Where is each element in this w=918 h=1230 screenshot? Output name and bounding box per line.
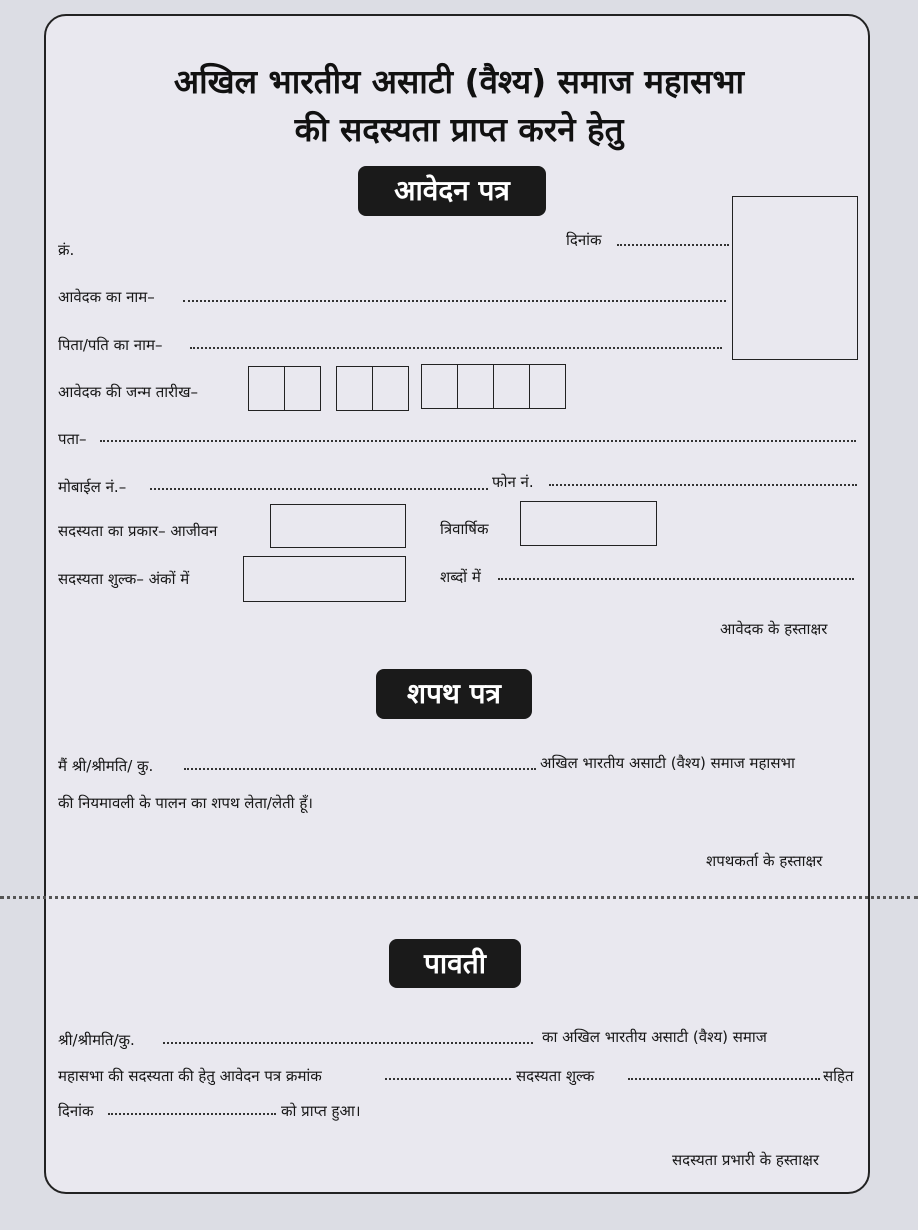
oath-line1-suffix: अखिल भारतीय असाटी (वैश्य) समाज महासभा: [540, 754, 795, 772]
triennial-membership-box[interactable]: [520, 501, 657, 546]
membership-type-label: सदस्यता का प्रकार– आजीवन: [58, 522, 218, 540]
applicant-name-label: आवेदक का नाम–: [58, 288, 155, 306]
date-label: दिनांक: [566, 231, 602, 249]
mobile-field[interactable]: [150, 488, 488, 490]
form-title-line-2: की सदस्यता प्राप्त करने हेतु: [294, 110, 624, 149]
fee-words-field[interactable]: [498, 578, 854, 580]
date-field[interactable]: [617, 244, 729, 246]
receipt-fee-field[interactable]: [628, 1078, 820, 1080]
triennial-label: त्रिवार्षिक: [440, 520, 489, 538]
tear-line: [0, 896, 918, 899]
phone-field[interactable]: [549, 484, 857, 486]
father-husband-name-field[interactable]: [190, 347, 722, 349]
receipt-line3-prefix: दिनांक: [58, 1102, 94, 1120]
fee-digits-box[interactable]: [243, 556, 406, 602]
applicant-signature-label: आवेदक के हस्ताक्षर: [720, 620, 828, 638]
fee-words-label: शब्दों में: [440, 568, 481, 586]
receipt-line3-suffix: को प्राप्त हुआ।: [281, 1102, 361, 1120]
form-title-line-1: अखिल भारतीय असाटी (वैश्य) समाज महासभा: [173, 62, 745, 101]
dob-day-boxes[interactable]: [248, 366, 321, 411]
phone-label: फोन नं.: [492, 473, 534, 491]
fee-digits-label: सदस्यता शुल्क– अंकों में: [58, 570, 190, 588]
mobile-label: मोबाईल नं.–: [58, 478, 127, 496]
oath-heading: शपथ पत्र: [376, 669, 532, 719]
receipt-line2-mid: सदस्यता शुल्क: [516, 1067, 595, 1085]
receipt-date-field[interactable]: [108, 1113, 276, 1115]
application-heading: आवेदन पत्र: [358, 166, 546, 216]
dob-month-boxes[interactable]: [336, 366, 409, 411]
receipt-line1-prefix: श्री/श्रीमति/कु.: [58, 1031, 135, 1049]
dob-label: आवेदक की जन्म तारीख–: [58, 383, 198, 401]
receipt-line2-suffix: सहित: [823, 1067, 854, 1085]
applicant-name-field[interactable]: [183, 300, 726, 302]
receipt-application-number-field[interactable]: [385, 1078, 511, 1080]
receipt-heading: पावती: [389, 939, 521, 988]
oath-name-field[interactable]: [184, 768, 536, 770]
oath-line1-prefix: मैं श्री/श्रीमति/ कु.: [58, 757, 154, 775]
receipt-name-field[interactable]: [163, 1042, 533, 1044]
oath-signature-label: शपथकर्ता के हस्ताक्षर: [706, 852, 823, 870]
address-label: पता–: [58, 430, 87, 448]
father-husband-name-label: पिता/पति का नाम–: [58, 336, 163, 354]
lifetime-membership-box[interactable]: [270, 504, 406, 548]
oath-line2: की नियमावली के पालन का शपथ लेता/लेती हूँ।: [58, 794, 313, 812]
receipt-line1-suffix: का अखिल भारतीय असाटी (वैश्य) समाज: [542, 1028, 767, 1046]
dob-year-boxes[interactable]: [421, 364, 566, 409]
receipt-signature-label: सदस्यता प्रभारी के हस्ताक्षर: [672, 1151, 820, 1169]
serial-label: क्रं.: [58, 241, 75, 259]
photo-box[interactable]: [732, 196, 858, 360]
receipt-line2-prefix: महासभा की सदस्यता की हेतु आवेदन पत्र क्रमांक: [58, 1067, 322, 1085]
address-field[interactable]: [100, 440, 856, 442]
